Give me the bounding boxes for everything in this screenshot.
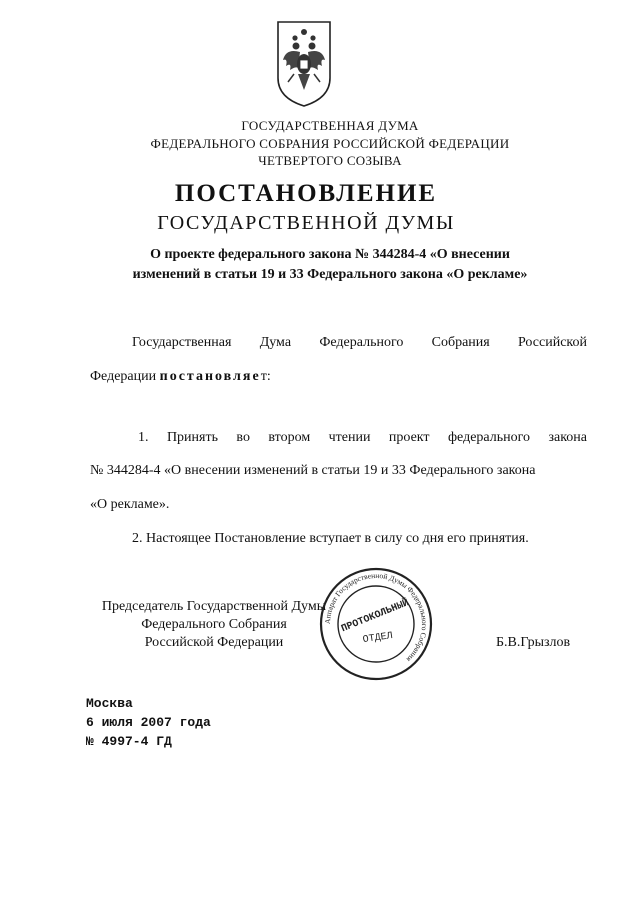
preamble-spaced-word: постановляе: [159, 369, 261, 384]
preamble-text: т:: [260, 369, 271, 384]
signatory-title: [90, 598, 338, 652]
footer-block: [86, 694, 211, 751]
document-subtitle: ГОСУДАРСТВЕННОЙ ДУМЫ: [157, 212, 455, 234]
footer-city: Москва: [86, 696, 133, 711]
header-line-duma: ГОСУДАРСТВЕННАЯ ДУМА: [241, 118, 419, 133]
item-2-line: 2. Настоящее Постановление вступает в силу со дня его принятия.: [132, 531, 529, 546]
state-emblem-icon: [274, 18, 334, 110]
preamble-line: Государственная Дума Федерального Собрания Российской: [132, 335, 587, 350]
footer-number: № 4997-4 ГД: [86, 734, 172, 749]
item-1-line: 1. Принять во втором чтении проект федерального закона: [138, 430, 587, 445]
stamp-inner-top: ПРОТОКОЛЬНЫЙ: [339, 598, 411, 636]
preamble-line: [90, 368, 271, 386]
footer-date: 6 июля 2007 года: [86, 715, 211, 730]
signatory-name: Б.В.Грызлов: [496, 635, 571, 650]
item-1-line: № 344284-4 «О внесении изменений в статьи 19 и 33 Федерального закона: [90, 463, 536, 478]
preamble-text: Федерации: [90, 369, 160, 384]
subject-line: О проекте федерального закона № 344284-4 «О внесении: [150, 247, 510, 262]
signatory-line: Российской Федерации: [144, 635, 284, 650]
signatory-line: Федерального Собрания: [141, 617, 287, 632]
stamp-inner-bottom: ОТДЕЛ: [362, 630, 394, 647]
signatory-line: Председатель Государственной Думы: [101, 599, 327, 614]
document-title: ПОСТАНОВЛЕНИЕ: [174, 180, 438, 207]
stamp-ring-text: Аппарат Государственной Думы Федерального Собрания: [322, 570, 430, 664]
header-line-convocation: ЧЕТВЕРТОГО СОЗЫВА: [258, 153, 402, 168]
protocol-department-stamp-icon: [318, 566, 434, 682]
resolution-subject: [110, 245, 550, 285]
header-line-assembly: ФЕДЕРАЛЬНОГО СОБРАНИЯ РОССИЙСКОЙ ФЕДЕРАЦИИ: [150, 136, 510, 151]
item-1-line: «О рекламе».: [90, 497, 170, 512]
subject-line: изменений в статьи 19 и 33 Федерального закона «О рекламе»: [132, 267, 528, 282]
